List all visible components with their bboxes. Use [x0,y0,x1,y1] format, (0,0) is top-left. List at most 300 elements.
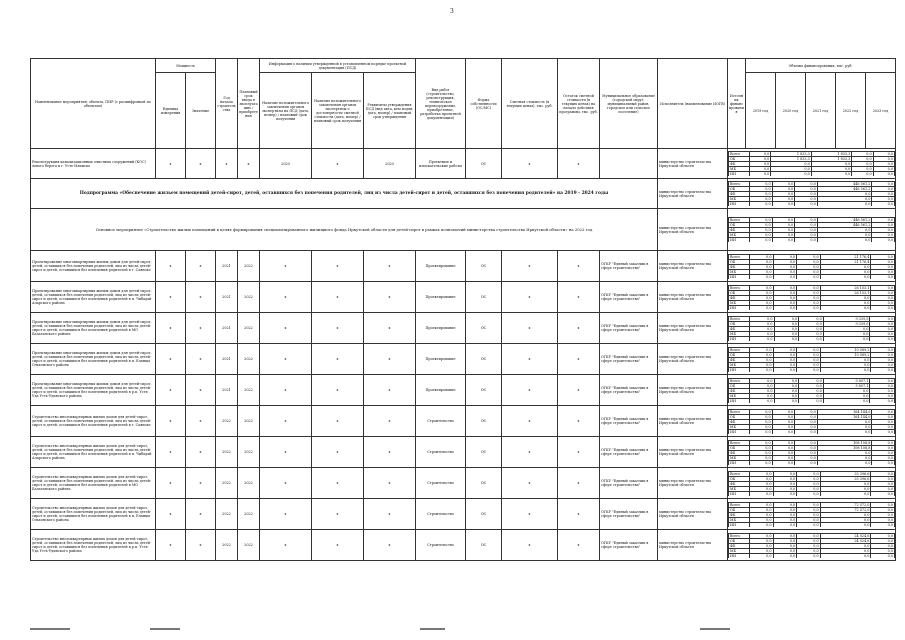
funding-value: 24 024,6 [820,533,871,538]
funding-value: 0,0 [820,264,871,269]
funding-value: 0,0 [750,429,773,434]
funding-value: 0,0 [817,460,872,465]
funding-value: 0,0 [871,502,895,507]
work-type: Строительство [416,437,466,468]
funding-value: 0,0 [773,362,797,367]
funding-value: 0,0 [799,321,824,326]
funding-mini-table [728,502,895,527]
funding-value: 0,0 [871,357,895,362]
funding-value: 0,0 [817,192,872,197]
funding-value: 0,0 [750,398,775,403]
docs-1: х [260,282,312,313]
funding-value: 0,0 [871,481,895,486]
executor: министерство строительства Иркутской области [658,149,728,179]
year-start: 2022 [216,406,238,437]
header-funding: Объемы финансирования, тыс. руб. [746,59,896,73]
estimate: х [502,149,558,179]
funding-value: 0,0 [852,157,873,162]
funding-value: 0,0 [750,522,774,527]
funding-value: 0,0 [872,455,895,460]
funding-value: 0,0 [750,512,774,517]
funding-value: 0,0 [750,409,773,414]
funding-value: 21 176,4 [820,254,871,259]
capacity-unit: х [156,282,186,313]
estimate-balance: х [558,499,600,530]
funding-value: 0,0 [795,228,818,233]
funding-source: ОБ [729,223,750,228]
funding-value: 0,0 [817,429,872,434]
funding-value: 0,0 [773,548,797,553]
funding-value: 0,0 [871,305,895,310]
funding-value: 0,0 [871,367,895,372]
funding-value: 0,0 [750,419,773,424]
funding-value: 0,0 [750,367,774,372]
executor: министерство строительства Иркутской области [658,468,728,499]
funding-row [729,429,895,434]
docs-2: х [312,375,364,406]
header-name: Наименование мероприятия, объекта, ПИР (с расшифровкой по объектам) [31,59,156,149]
funding-value: 0,0 [873,167,894,172]
funding-source: МБ [729,548,750,553]
funding-breakdown [728,530,896,561]
funding-value: 0,0 [797,357,821,362]
funding-row [729,202,895,207]
funding-row [729,274,895,279]
header-deadline: Плановый срок ввода в эксплуатацию / приобретения [238,59,260,149]
funding-value: 9 339,5 [823,321,870,326]
funding-value: 0,0 [797,538,821,543]
object-name: Строительство многоквартирных жилых домов для детей-сирот, детей, оставшихся без попечения родителей, лиц из числа детей-сирот и детей, оставшихся без попечения родителей в р.п. Усть-Уда Усть-Удинского района [31,530,156,561]
funding-value: 0,0 [750,471,774,476]
funding-value: 0,0 [772,182,795,187]
funding-value: 0,0 [774,398,799,403]
funding-source: ФБ [729,450,750,455]
funding-value: 0,0 [797,507,821,512]
header-estimate-balance: Остаток сметной стоимости (в текущих ценах) на начало действия программы, тыс. руб. [558,59,600,149]
municipal: ОГКУ "Единый заказчик в сфере строительства" [600,406,658,437]
funding-value: 0,0 [870,378,895,383]
funding-value: 0,0 [820,512,871,517]
funding-value: 0,0 [773,259,797,264]
funding-breakdown [728,437,896,468]
funding-value: 0,0 [750,388,775,393]
deadline: 2022 [238,406,260,437]
header-source: Источник финансирования [728,59,746,149]
funding-value: 10 589,2 [820,347,871,352]
funding-value: 0,0 [795,187,818,192]
funding-value: 0,0 [811,167,851,172]
funding-value: 1 833,3 [811,152,851,157]
funding-value: 0,0 [772,197,795,202]
table-row [31,406,896,437]
funding-value: 26 153,1 [820,290,871,295]
estimate: х [502,344,558,375]
estimate-balance: х [558,251,600,282]
funding-value: 0,0 [820,517,871,522]
funding-value: 0,0 [772,440,795,445]
ownership: ОС [466,468,502,499]
funding-value: 25 396,6 [820,471,871,476]
funding-value: 0,0 [773,533,797,538]
deadline: 2022 [238,313,260,344]
table-row [31,437,896,468]
header-docs-group: Информация о наличии утвержденной в установленном порядке проектной документации (ПСД) [260,59,416,73]
docs-3: 2020 [364,149,416,179]
funding-value: 0,0 [750,259,774,264]
funding-value: 0,0 [795,450,818,455]
funding-value: 0,0 [750,316,775,321]
funding-value: 0,0 [750,548,774,553]
table-row [31,344,896,375]
funding-value: 0,0 [872,182,895,187]
funding-source: ФБ [729,512,750,517]
funding-mini-table [728,471,895,496]
scan-artifact [30,628,70,630]
executor: министерство строительства Иркутской области [658,530,728,561]
funding-row [729,172,895,177]
docs-1: х [260,251,312,282]
funding-value: 0,0 [817,419,872,424]
funding-value: 0,0 [772,445,795,450]
object-name: Проектирование многоквартирных жилых домов для детей-сирот, детей, оставшихся без попечения родителей, лиц из числа детей-сирот и детей, оставшихся без попечения родителей в МО Балаганского района [31,313,156,344]
funding-value: 0,0 [797,512,821,517]
funding-source: ИИ [729,553,750,558]
funding-value: 0,0 [872,429,895,434]
funding-value: 0,0 [811,172,851,177]
estimate-balance: х [558,437,600,468]
funding-source: Всего [729,347,750,352]
funding-value: 72 572,0 [820,507,871,512]
docs-2: х [312,313,364,344]
work-type: Строительство [416,406,466,437]
funding-value: 0,0 [871,295,895,300]
funding-value: 0,0 [852,167,873,172]
executor: министерство строительства Иркутской области [658,375,728,406]
funding-value: 0,0 [870,398,895,403]
funding-value: 0,0 [750,481,774,486]
funding-source: ОБ [729,414,750,419]
funding-value: 0,0 [795,445,818,450]
funding-source: ФБ [729,228,750,233]
capacity-unit: х [156,530,186,561]
main-event-title: Основное мероприятие «Строительство жилых помещений в целях формирования специализированного жилищного фонда Иркутской области для детей-сирот в рамках полномочий министерства строительства Иркутской области» на 2022 год [31,209,658,251]
funding-value: 0,0 [797,533,821,538]
funding-source: ИИ [729,274,750,279]
deadline: 2022 [238,251,260,282]
funding-mini-table [728,409,895,434]
funding-value: 0,0 [817,424,872,429]
funding-value: 0,0 [750,264,774,269]
estimate-balance: х [558,406,600,437]
municipal: ОГКУ "Единый заказчик в сфере строительства" [600,251,658,282]
funding-value: 0,0 [750,197,773,202]
estimate: х [502,313,558,344]
docs-3: х [364,344,416,375]
header-docs-3: Реквизиты утверждения ПСД (вид акта, кем издан, дата, номер) / плановый срок утверждения [364,73,416,149]
capacity-unit: х [156,406,186,437]
funding-value: 0,0 [750,285,774,290]
funding-source: ИИ [729,202,750,207]
funding-value: 0,0 [873,157,894,162]
capacity-unit: х [156,344,186,375]
funding-mini-table [728,181,895,206]
funding-source: Всего [729,471,750,476]
funding-source: МБ [729,517,750,522]
funding-value: 0,0 [799,378,824,383]
funding-value: 0,0 [870,316,895,321]
funding-value: 0,0 [817,233,872,238]
header-docs-1: Наличие положительного заключения органов экспертизы на ПСД (дата, номер) / плановый срок получения [260,73,312,149]
docs-3: х [364,468,416,499]
funding-value: 21 176,4 [820,259,871,264]
funding-value: 0,0 [773,300,797,305]
funding-source: ФБ [729,543,750,548]
funding-value: 0,0 [772,238,795,243]
funding-value: 0,0 [750,274,774,279]
funding-value: 0,0 [773,290,797,295]
funding-source: Всего [729,152,750,157]
funding-value: 0,0 [872,228,895,233]
funding-value: 0,0 [795,223,818,228]
ownership: ОС [466,437,502,468]
capacity-unit: х [156,375,186,406]
funding-value: 0,0 [871,553,895,558]
funding-value: 0,0 [774,378,799,383]
funding-row [729,305,895,310]
estimate: х [502,530,558,561]
header-work-type: Вид работ (строительство, реконструкция, техническое перевооружение, приобретение, разработка проектной документации) [416,59,466,149]
docs-1: 2020 [260,149,312,179]
funding-value: 0,0 [852,162,873,167]
funding-value: 0,0 [871,290,895,295]
page-number: 3 [450,8,454,15]
funding-mini-table [728,378,895,403]
main-event-executor: министерство строительства Иркутской области [658,209,728,251]
funding-source: Всего [729,533,750,538]
funding-value: 0,0 [797,481,821,486]
funding-row [729,398,895,403]
funding-value: 0,0 [772,460,795,465]
funding-value: 0,0 [771,162,811,167]
funding-value: 0,0 [773,367,797,372]
municipal: ОГКУ "Единый заказчик в сфере строительства" [600,499,658,530]
funding-mini-table [728,316,895,341]
funding-value: 0,0 [871,517,895,522]
work-type: Строительство [416,499,466,530]
year-start: 2021 [216,375,238,406]
executor: министерство строительства Иркутской области [658,344,728,375]
funding-value: 0,0 [817,202,872,207]
funding-value: 0,0 [823,398,870,403]
funding-value: 1 833,3 [811,157,851,162]
ownership: ОС [466,406,502,437]
header-municipal: Муниципальное образование (городской округ, муниципальный район, городское или сельское поселение) [600,59,658,149]
funding-value: 1 833,3 [771,152,811,157]
funding-value: 0,0 [750,290,774,295]
funding-value: 0,0 [772,450,795,455]
funding-value: 0,0 [797,264,821,269]
funding-value: 0,0 [871,491,895,496]
funding-value: 0,0 [799,331,824,336]
funding-value: 0,0 [772,419,795,424]
funding-value: 0,0 [774,393,799,398]
funding-value: 0,0 [872,197,895,202]
funding-value: 0,0 [773,471,797,476]
funding-value: 0,0 [750,414,773,419]
year-start: 2021 [216,282,238,313]
funding-value: 0,0 [750,440,773,445]
funding-source: ОБ [729,321,750,326]
ownership: ОС [466,499,502,530]
year-start: 2022 [216,468,238,499]
docs-2: х [312,344,364,375]
funding-value: 0,0 [774,326,799,331]
capacity-unit: х [156,468,186,499]
docs-2: х [312,437,364,468]
estimate-balance: х [558,468,600,499]
docs-3: х [364,282,416,313]
year-start: 2021 [216,344,238,375]
funding-value: 0,0 [772,424,795,429]
funding-value: 0,0 [797,269,821,274]
funding-value: 0,0 [750,517,774,522]
docs-1: х [260,530,312,561]
funding-value: 0,0 [750,476,774,481]
work-type: Проектирование [416,313,466,344]
docs-1: х [260,313,312,344]
funding-value: 0,0 [750,321,775,326]
funding-value: 0,0 [795,409,818,414]
docs-2: х [312,499,364,530]
funding-value: 0,0 [795,233,818,238]
header-year-2021: 2021 год [806,73,836,149]
funding-source: МБ [729,233,750,238]
header-year-2019: 2019 год [746,73,776,149]
funding-value: 0,0 [795,197,818,202]
funding-value: 0,0 [870,393,895,398]
funding-value: 0,0 [797,502,821,507]
docs-2: х [312,149,364,179]
funding-value: 0,0 [750,445,773,450]
funding-value: 0,0 [795,460,818,465]
year-start: 2022 [216,499,238,530]
docs-3: х [364,530,416,561]
funding-value: 0,0 [872,223,895,228]
table-row [31,375,896,406]
funding-value: 0,0 [872,238,895,243]
funding-value: 0,0 [823,336,870,341]
funding-value: 0,0 [871,533,895,538]
capacity-value: х [186,437,216,468]
funding-value: 0,0 [772,455,795,460]
funding-value: 0,0 [872,192,895,197]
funding-source: ФБ [729,326,750,331]
funding-value: 0,0 [820,367,871,372]
funding-value: 0,0 [750,538,774,543]
executor: министерство строительства Иркутской области [658,406,728,437]
funding-source: Всего [729,182,750,187]
funding-source: Всего [729,378,750,383]
funding-value: 0,0 [870,388,895,393]
funding-source: МБ [729,269,750,274]
docs-1: х [260,499,312,530]
funding-value: 0,0 [872,202,895,207]
funding-value: 0,0 [795,455,818,460]
capacity-value: х [186,406,216,437]
header-docs-2: Наличие положительного заключения органов экспертизы о достоверности сметной стоимости (дата, номер) / плановый срок получения [312,73,364,149]
object-name: Проектирование многоквартирных жилых домов для детей-сирот, детей, оставшихся без попечения родителей, лиц из числа детей-сирот и детей, оставшихся без попечения родителей в г. Саянске [31,251,156,282]
funding-value: 446 561,2 [817,182,872,187]
funding-row [729,336,895,341]
funding-value: 0,0 [773,254,797,259]
funding-value: 0,0 [797,347,821,352]
funding-breakdown [728,149,896,179]
capacity-value: х [186,251,216,282]
funding-breakdown [728,499,896,530]
estimate: х [502,251,558,282]
funding-value: 0,0 [773,522,797,527]
work-type: Строительство [416,468,466,499]
funding-value: 0,0 [750,357,774,362]
estimate-balance: х [558,282,600,313]
funding-mini-table [728,151,895,176]
funding-source: Всего [729,254,750,259]
funding-source: МБ [729,486,750,491]
funding-value: 0,0 [872,424,895,429]
funding-source: ОБ [729,187,750,192]
funding-source: ОБ [729,157,750,162]
funding-source: ОБ [729,352,750,357]
object-name: Строительство многоквартирных жилых домов для детей-сирот, детей, оставшихся без попечения родителей, лиц из числа детей-сирот и детей, оставшихся без попечения родителей в МО Балаганского района [31,468,156,499]
funding-value: 0,0 [870,383,895,388]
funding-value: 0,0 [820,357,871,362]
year-start: 2021 [216,313,238,344]
funding-value: 0,0 [817,450,872,455]
funding-value: 0,0 [750,486,774,491]
funding-value: 0,0 [872,414,895,419]
year-start: 2021 [216,251,238,282]
funding-value: 0,0 [795,429,818,434]
funding-value: 108 108,8 [817,440,872,445]
header-year-2020: 2020 год [776,73,806,149]
funding-value: 0,0 [872,419,895,424]
funding-value: 0,0 [797,305,821,310]
funding-value: 0,0 [773,347,797,352]
funding-value: 0,0 [750,326,775,331]
funding-source: ОБ [729,538,750,543]
funding-value: 0,0 [773,507,797,512]
funding-breakdown [728,344,896,375]
year-start: 2022 [216,530,238,561]
funding-value: 0,0 [799,383,824,388]
header-capacity-unit: Единица измерения [156,73,186,149]
funding-value: 24 024,6 [820,538,871,543]
work-type: Проектирование [416,251,466,282]
funding-value: 0,0 [773,352,797,357]
capacity-value: х [186,499,216,530]
funding-value: 0,0 [797,548,821,553]
docs-3: х [364,375,416,406]
year-start: 2022 [216,437,238,468]
program-table-sheet [30,58,894,561]
funding-value: 0,0 [773,543,797,548]
funding-value: 0,0 [795,419,818,424]
funding-source: ОБ [729,445,750,450]
funding-value: 0,0 [817,228,872,233]
estimate-balance: х [558,149,600,179]
ownership: ОС [466,282,502,313]
funding-source: Всего [729,440,750,445]
